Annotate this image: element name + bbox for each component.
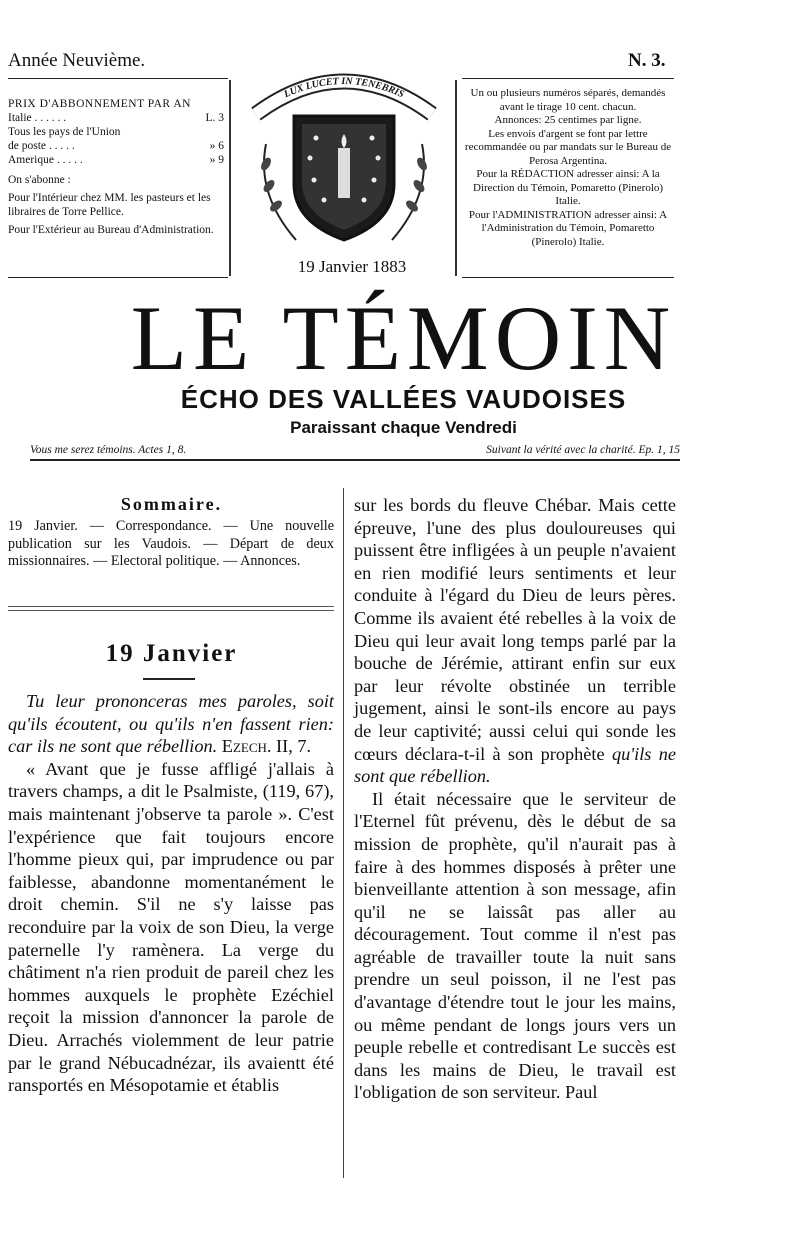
price-place: Italie . . . . . . (8, 112, 67, 124)
issue-date: 19 Janvier 1883 (297, 257, 407, 276)
motto-right: Suivant la vérité avec la charité. Ep. 1, 15 (486, 444, 680, 456)
subscribe-exterior: Pour l'Extérieur au Bureau d'Administration. (8, 224, 214, 236)
motto-left: Vous me serez témoins. Actes 1, 8. (30, 444, 187, 456)
subscription-box (8, 78, 228, 278)
price-value: » 9 (209, 154, 224, 166)
price-row (8, 111, 228, 125)
subscribe-interior: Pour l'Intérieur chez MM. les pasteurs et les libraires de Torre Pellice. (8, 192, 211, 218)
notices-list (462, 87, 674, 249)
summary-rule-2 (8, 610, 334, 611)
issue-number: N. 3. (628, 50, 666, 71)
header-divider-left (229, 80, 231, 276)
paragraph-2 (354, 494, 676, 788)
article-column-left (8, 690, 334, 1097)
emblem-motto: LUX LUCET IN TENEBRIS (282, 75, 406, 101)
epigraph-ref: Ezech. II, 7. (221, 736, 312, 757)
epigraph (8, 690, 334, 758)
price-row (8, 153, 228, 167)
epigraph-text: Tu leur prononceras mes paroles, soit qu'ils écoutent, ou qu'ils n'en fassent rien: car ils ne sont que rébellion. (8, 691, 334, 757)
notice-item: Un ou plusieurs numéros séparés, demandés avant le tirage 10 cent. chacun. (470, 87, 666, 113)
waldensian-emblem (236, 54, 452, 274)
notice-item: Annonces: 25 centimes par ligne. (494, 114, 642, 126)
price-value: » 6 (209, 140, 224, 152)
price-row (8, 125, 228, 139)
price-place: Tous les pays de l'Union (8, 126, 121, 138)
price-place: Amerique . . . . . (8, 154, 83, 166)
summary-text: 19 Janvier. — Correspondance. — Une nouvelle publication sur les Vaudois. — Départ de deux missionnaires. — Electoral politique. — Annonces. (8, 518, 334, 569)
notices-box (462, 78, 674, 278)
paragraph-2-italic: qu'ils ne sont que rébellion. (354, 743, 676, 787)
year-label: Année Neuvième. (8, 50, 146, 71)
article-column-right (354, 494, 676, 1104)
title-dash (143, 678, 195, 680)
paragraph-2-text: sur les bords du fleuve Chébar. Mais cette épreuve, l'une des plus douloureuses qui puissent être infligées à un peuple n'avaient en rien modifié leurs sentiments et leur conduite à l'égard du Dieu de leurs pères. Comme ils avaient été rebelles à la voix de Dieu qui leur avait long temps parlé par la bouche de Jérémie, attirant enfin sur eux par leur révolte obstinée un terrible jugement, ainsi le sont-ils encore au pays de leur captivité; aussi celui qui sonde les cœurs déclara-t-il à son prophète (354, 495, 676, 764)
paragraph-1: « Avant que je fusse affligé j'allais à travers champs, a dit le Psalmiste, (119, 67), mais maintenant j'observe ta parole ». C'est l'expérience que fait toujours encore l'homme pieux qui, par imprudence ou par faiblesse, abandonne momentanément le droit chemin. S'il ne s'y laisse pas reconduire par la voix de son Dieu, la verge paternelle l'y ramènera. La verge du châtiment n'a rien produit de pareil chez les hommes auxquels le prophète Ezéchiel reçoit la mission d'annoncer la parole de Dieu. Arrachés violemment de leur patrie par le grand Nébucadnézar, ils avaientt été ransportés en Mésopotamie et établis (8, 758, 334, 1096)
header-divider-right (455, 80, 457, 276)
publication-frequency: Paraissant chaque Vendredi (290, 418, 517, 437)
notice-item: Les envois d'argent se font par lettre recommandée ou par mandats sur le Bureau de Perosa Argentina. (464, 127, 672, 167)
notice-item: Pour l'ADMINISTRATION adresser ainsi: A l'Administration du Témoin, Pomaretto (Pinerolo) Italie. (468, 208, 668, 248)
price-place: de poste . . . . . (8, 140, 75, 152)
summary-rule (8, 606, 334, 607)
notice-item: Pour la RÉDACTION adresser ainsi: A la Direction du Témoin, Pomaretto (Pinerolo) Italie. (472, 168, 664, 207)
subscribe-heading: On s'abonne : (8, 174, 71, 186)
subscription-title: PRIX D'ABBONNEMENT PAR AN (8, 98, 191, 110)
newspaper-subtitle: ÉCHO DES VALLÉES VAUDOISES (180, 384, 627, 414)
paragraph-3: Il était nécessaire que le serviteur de l'Eternel fût prévenu, dès le début de sa mission de prophète, qu'il n'aurait pas à faire à des hommes disposés à prêter une bienveillante attention à son message, afin qu'il ne se laissât pas aller au découragement. Tout comme il n'est pas agréable de travailler toute la nuit sans prendre un seul poisson, il ne l'est pas d'avantage d'étendre tout le jour les mains, ou même pendant de longs jours vers un peuple rebelle et contredisant Le succès est dans les mains de Dieu, le travail est l'obligation de son serviteur. Paul (354, 788, 676, 1103)
newspaper-title: LE TÉMOIN (130, 287, 677, 389)
price-row (8, 139, 228, 153)
article-title: 19 Janvier (105, 640, 238, 667)
price-value: L. 3 (205, 112, 224, 124)
subscription-rows (8, 111, 228, 167)
column-separator (343, 488, 344, 1178)
summary-title: Sommaire. (120, 494, 223, 514)
masthead-mottos (30, 444, 680, 461)
